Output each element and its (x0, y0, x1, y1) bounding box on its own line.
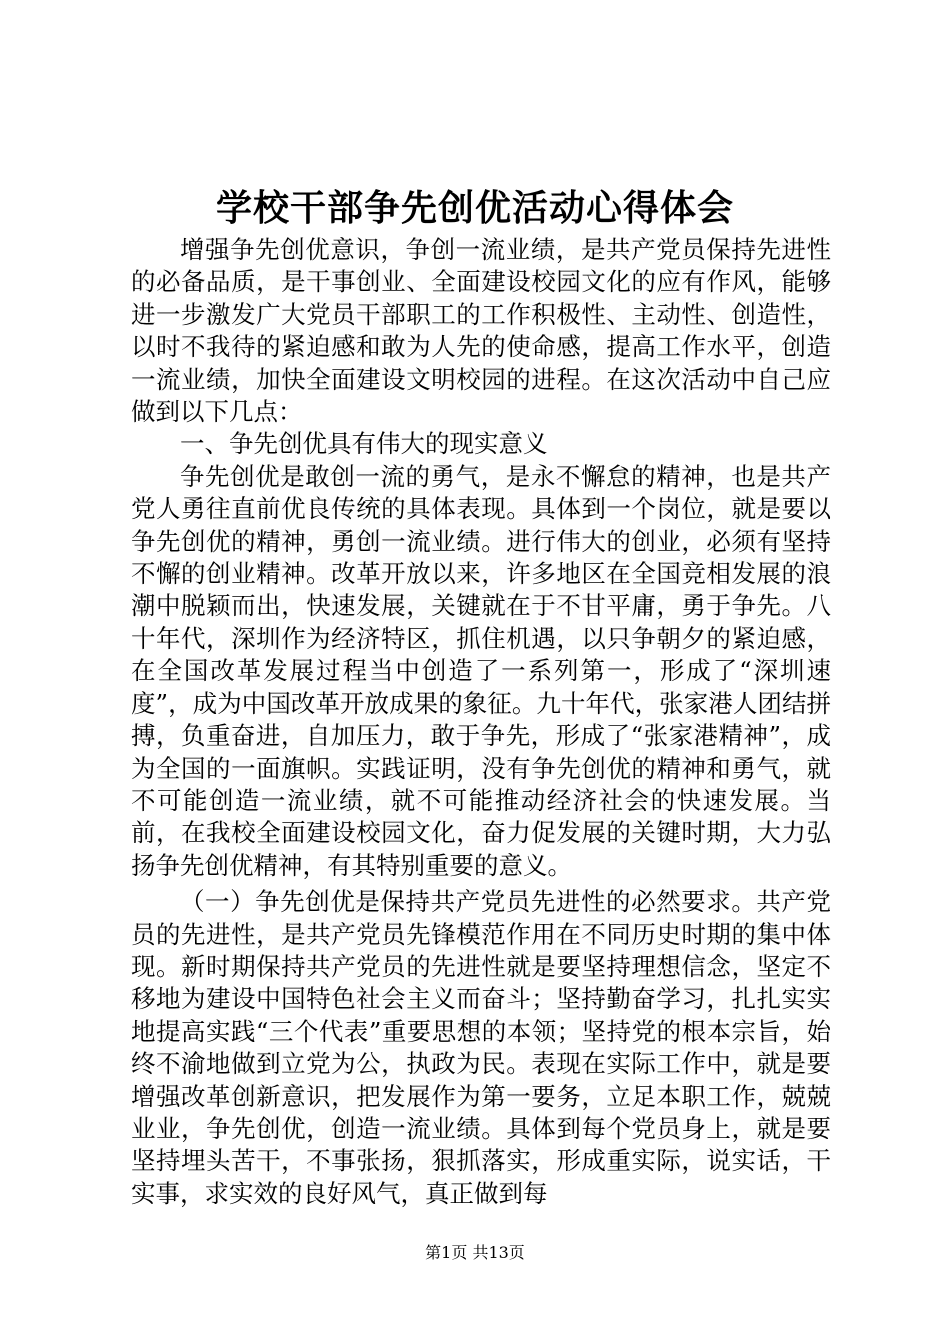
document-title: 学校干部争先创优活动心得体会 (215, 187, 734, 229)
paragraph-significance: 争先创优是敢创一流的勇气，是永不懈怠的精神，也是共产党人勇往直前优良传统的具体表现。具体到一个岗位，就是要以争先创优的精神，勇创一流业绩。进行伟大的创业，必须有坚持不懈的创业精神。改革开放以来，许多地区在全国竞相发展的浪潮中脱颖而出，快速发展，关键就在于不甘平庸，勇于争先。八十年代，深圳作为经济特区，抓住机遇，以只争朝夕的紧迫感，在全国改革发展过程当中创造了一系列第一，形成了“深圳速度”，成为中国改革开放成果的象征。九十年代，张家港人团结拼搏，负重奋进，自加压力，敢于争先，形成了“张家港精神”，成为全国的一面旗帜。实践证明，没有争先创优的精神和勇气，就不可能创造一流业绩，就不可能推动经济社会的快速发展。当前，在我校全面建设校园文化，奋力促发展的关键时期，大力弘扬争先创优精神，有其特别重要的意义。 (131, 461, 831, 880)
page-footer: 第1页 共13页 (425, 1243, 525, 1262)
document-body (131, 234, 831, 1210)
paragraph-point-one: （一）争先创优是保持共产党员先进性的必然要求。共产党员的先进性，是共产党员先锋模范作用在不同历史时期的集中体现。新时期保持共产党员的先进性就是要坚持理想信念，坚定不移地为建设中国特色社会主义而奋斗；坚持勤奋学习，扎扎实实地提高实践“三个代表”重要思想的本领；坚持党的根本宗旨，始终不渝地做到立党为公，执政为民。表现在实际工作中，就是要增强改革创新意识，把发展作为第一要务，立足本职工作，兢兢业业，争先创优，创造一流业绩。具体到每个党员身上，就是要坚持埋头苦干，不事张扬，狠抓落实，形成重实际，说实话，干实事，求实效的良好风气，真正做到每 (131, 887, 831, 1208)
section-heading: 一、争先创优具有伟大的现实意义 (180, 429, 548, 459)
paragraph-intro: 增强争先创优意识，争创一流业绩，是共产党员保持先进性的必备品质，是干事创业、全面建设校园文化的应有作风，能够进一步激发广大党员干部职工的工作积极性、主动性、创造性，以时不我待的紧迫感和敢为人先的使命感，提高工作水平，创造一流业绩，加快全面建设文明校园的进程。在这次活动中自己应做到以下几点： (131, 235, 831, 427)
